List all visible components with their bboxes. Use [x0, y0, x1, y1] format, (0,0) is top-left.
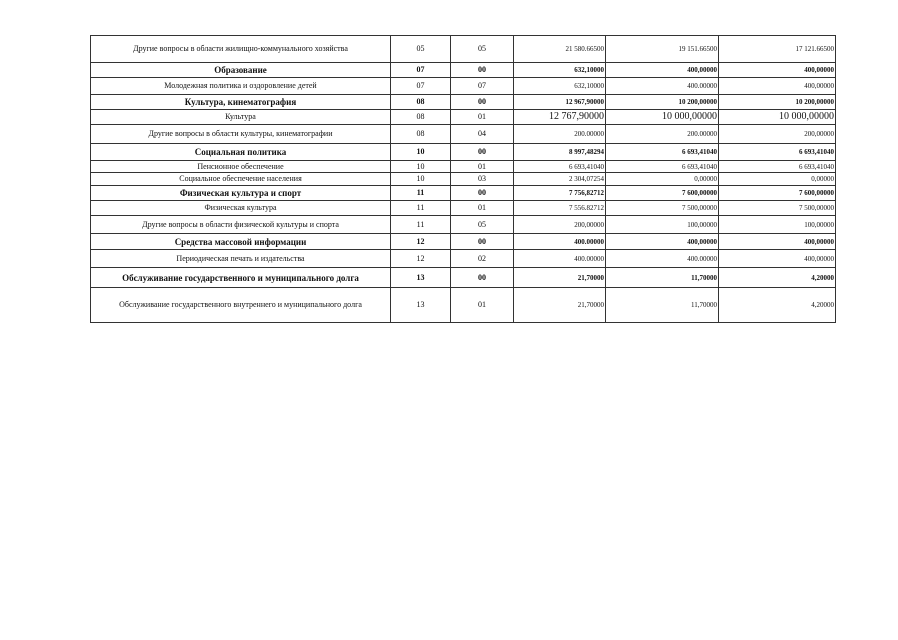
value-year-1: 21 580.66500 — [514, 36, 606, 63]
section-code: 08 — [391, 95, 451, 110]
subsection-code: 00 — [451, 95, 514, 110]
value-year-3: 100,00000 — [719, 216, 836, 234]
section-code: 07 — [391, 63, 451, 78]
value-year-1: 12 767,90000 — [514, 110, 606, 125]
row-name: Другие вопросы в области культуры, кинематографии — [91, 125, 391, 144]
section-code: 11 — [391, 216, 451, 234]
value-year-2: 100,00000 — [606, 216, 719, 234]
value-year-2: 6 693,41040 — [606, 144, 719, 161]
value-year-2: 200.00000 — [606, 125, 719, 144]
table-row — [91, 201, 836, 216]
section-code: 07 — [391, 78, 451, 95]
subsection-code: 01 — [451, 110, 514, 125]
row-name: Обслуживание государственного внутреннего и муниципального долга — [91, 288, 391, 323]
value-year-3: 17 121.66500 — [719, 36, 836, 63]
row-name: Образование — [91, 63, 391, 78]
value-year-2: 11,70000 — [606, 268, 719, 288]
value-year-1: 8 997,48294 — [514, 144, 606, 161]
value-year-2: 19 151.66500 — [606, 36, 719, 63]
value-year-2: 7 500,00000 — [606, 201, 719, 216]
table-row — [91, 288, 836, 323]
value-year-1: 2 304,07254 — [514, 173, 606, 186]
table-row — [91, 110, 836, 125]
row-name: Культура, кинематография — [91, 95, 391, 110]
subsection-code: 00 — [451, 268, 514, 288]
value-year-3: 400,00000 — [719, 234, 836, 250]
value-year-2: 400,00000 — [606, 63, 719, 78]
table-row — [91, 95, 836, 110]
value-year-3: 400,00000 — [719, 250, 836, 268]
value-year-1: 7 556.82712 — [514, 201, 606, 216]
row-name: Пенсионное обеспечение — [91, 161, 391, 173]
value-year-3: 10 200,00000 — [719, 95, 836, 110]
value-year-2: 10 200,00000 — [606, 95, 719, 110]
value-year-1: 400.00000 — [514, 234, 606, 250]
section-code: 12 — [391, 250, 451, 268]
row-name: Культура — [91, 110, 391, 125]
section-code: 13 — [391, 268, 451, 288]
value-year-2: 400.00000 — [606, 250, 719, 268]
value-year-2: 400.00000 — [606, 78, 719, 95]
row-name: Другие вопросы в области физической культуры и спорта — [91, 216, 391, 234]
value-year-1: 400.00000 — [514, 250, 606, 268]
section-code: 08 — [391, 110, 451, 125]
subsection-code: 00 — [451, 186, 514, 201]
subsection-code: 01 — [451, 201, 514, 216]
row-name: Средства массовой информации — [91, 234, 391, 250]
subsection-code: 01 — [451, 161, 514, 173]
value-year-1: 200.00000 — [514, 125, 606, 144]
value-year-1: 7 756,82712 — [514, 186, 606, 201]
value-year-1: 6 693,41040 — [514, 161, 606, 173]
subsection-code: 00 — [451, 63, 514, 78]
table-row — [91, 186, 836, 201]
value-year-3: 4,20000 — [719, 288, 836, 323]
row-name: Социальная политика — [91, 144, 391, 161]
section-code: 05 — [391, 36, 451, 63]
value-year-1: 12 967,90000 — [514, 95, 606, 110]
value-year-2: 11,70000 — [606, 288, 719, 323]
section-code: 10 — [391, 144, 451, 161]
table-row — [91, 78, 836, 95]
subsection-code: 00 — [451, 234, 514, 250]
section-code: 10 — [391, 161, 451, 173]
row-name: Физическая культура и спорт — [91, 186, 391, 201]
value-year-1: 21,70000 — [514, 288, 606, 323]
section-code: 10 — [391, 173, 451, 186]
value-year-3: 4,20000 — [719, 268, 836, 288]
subsection-code: 07 — [451, 78, 514, 95]
value-year-1: 632,10000 — [514, 78, 606, 95]
subsection-code: 01 — [451, 288, 514, 323]
value-year-2: 400,00000 — [606, 234, 719, 250]
table-row — [91, 144, 836, 161]
subsection-code: 00 — [451, 144, 514, 161]
table-row — [91, 63, 836, 78]
budget-table — [90, 35, 836, 323]
value-year-2: 0,00000 — [606, 173, 719, 186]
value-year-2: 6 693,41040 — [606, 161, 719, 173]
value-year-1: 21,70000 — [514, 268, 606, 288]
table-row — [91, 234, 836, 250]
subsection-code: 03 — [451, 173, 514, 186]
section-code: 11 — [391, 186, 451, 201]
value-year-3: 7 600,00000 — [719, 186, 836, 201]
table-row — [91, 216, 836, 234]
row-name: Молодежная политика и оздоровление детей — [91, 78, 391, 95]
row-name: Периодическая печать и издательства — [91, 250, 391, 268]
value-year-3: 10 000,00000 — [719, 110, 836, 125]
table-row — [91, 161, 836, 173]
value-year-3: 400,00000 — [719, 78, 836, 95]
value-year-2: 7 600,00000 — [606, 186, 719, 201]
value-year-3: 7 500,00000 — [719, 201, 836, 216]
value-year-3: 6 693,41040 — [719, 144, 836, 161]
table-row — [91, 268, 836, 288]
value-year-1: 200,00000 — [514, 216, 606, 234]
section-code: 12 — [391, 234, 451, 250]
section-code: 13 — [391, 288, 451, 323]
value-year-3: 400,00000 — [719, 63, 836, 78]
row-name: Другие вопросы в области жилищно-коммунального хозяйства — [91, 36, 391, 63]
table-row — [91, 250, 836, 268]
table-row — [91, 125, 836, 144]
row-name: Обслуживание государственного и муниципального долга — [91, 268, 391, 288]
value-year-3: 6 693,41040 — [719, 161, 836, 173]
section-code: 08 — [391, 125, 451, 144]
row-name: Физическая культура — [91, 201, 391, 216]
row-name: Социальное обеспечение населения — [91, 173, 391, 186]
subsection-code: 04 — [451, 125, 514, 144]
table-row — [91, 173, 836, 186]
subsection-code: 05 — [451, 36, 514, 63]
subsection-code: 05 — [451, 216, 514, 234]
value-year-2: 10 000,00000 — [606, 110, 719, 125]
table-row — [91, 36, 836, 63]
value-year-1: 632,10000 — [514, 63, 606, 78]
value-year-3: 200,00000 — [719, 125, 836, 144]
subsection-code: 02 — [451, 250, 514, 268]
section-code: 11 — [391, 201, 451, 216]
value-year-3: 0,00000 — [719, 173, 836, 186]
